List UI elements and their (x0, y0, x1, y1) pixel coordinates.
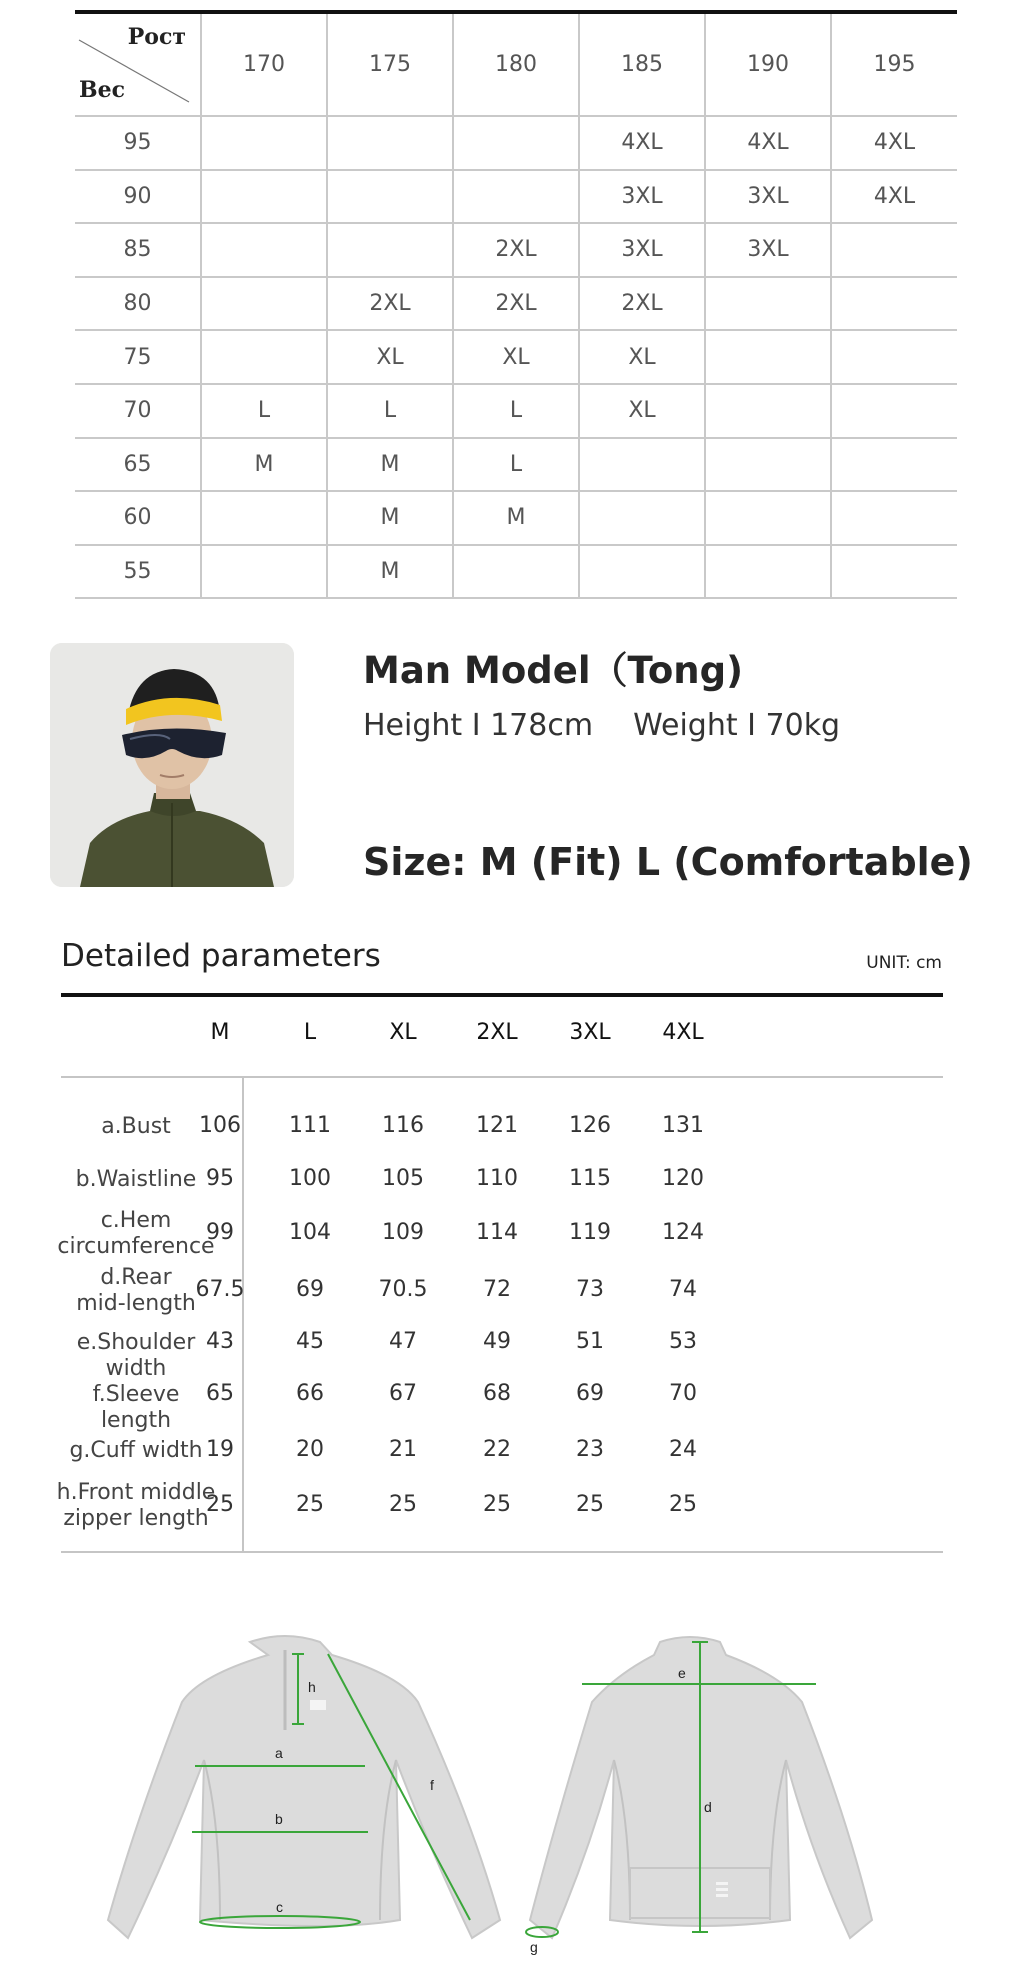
size-cell (327, 170, 453, 224)
param-value: 51 (576, 1329, 604, 1354)
param-value: 25 (206, 1492, 234, 1517)
model-photo (50, 643, 294, 887)
param-label-line: h.Front middle (56, 1480, 216, 1505)
garment-diagrams (100, 1620, 920, 1960)
params-bottom-rule (61, 1551, 943, 1553)
param-value: 72 (483, 1277, 511, 1302)
param-value: 114 (476, 1220, 518, 1245)
params-header-rule (61, 1076, 943, 1078)
diagram-label: a (275, 1745, 283, 1761)
size-cell: XL (453, 330, 579, 384)
size-cell (201, 170, 327, 224)
size-cell (705, 277, 831, 331)
size-chart-body (75, 116, 957, 598)
param-value: 70 (669, 1381, 697, 1406)
size-chart-row (75, 116, 957, 170)
size-column-header: M (210, 1020, 230, 1045)
param-value: 65 (206, 1381, 234, 1406)
height-header: 190 (705, 12, 831, 116)
size-cell: 2XL (327, 277, 453, 331)
size-cell: 4XL (579, 116, 705, 170)
diagram-label: g (530, 1939, 538, 1955)
param-label-line: b.Waistline (75, 1167, 197, 1192)
size-column-header: 2XL (476, 1020, 518, 1045)
size-cell (201, 223, 327, 277)
size-chart-row (75, 491, 957, 545)
param-label-line: e.Shoulder width (76, 1330, 196, 1381)
size-cell (201, 545, 327, 599)
param-value: 53 (669, 1329, 697, 1354)
param-label-line: zipper length (63, 1506, 209, 1531)
size-chart-row (75, 384, 957, 438)
size-cell (831, 545, 957, 599)
params-top-rule (61, 993, 943, 997)
size-cell: M (453, 491, 579, 545)
size-cell: XL (579, 330, 705, 384)
param-value: 100 (289, 1166, 331, 1191)
weight-cell: 95 (75, 116, 201, 170)
param-value: 66 (296, 1381, 324, 1406)
param-value: 121 (476, 1113, 518, 1138)
param-value: 99 (206, 1220, 234, 1245)
param-label-line: a.Bust (101, 1114, 171, 1139)
param-value: 67 (389, 1381, 417, 1406)
param-value: 119 (569, 1220, 611, 1245)
size-cell: XL (579, 384, 705, 438)
param-value: 69 (576, 1381, 604, 1406)
param-value: 111 (289, 1113, 331, 1138)
size-cell (201, 330, 327, 384)
size-cell: 3XL (705, 223, 831, 277)
size-cell (453, 170, 579, 224)
size-cell (201, 491, 327, 545)
size-cell: M (327, 491, 453, 545)
param-value: 68 (483, 1381, 511, 1406)
size-cell (831, 384, 957, 438)
size-cell (705, 545, 831, 599)
param-value: 70.5 (378, 1277, 428, 1302)
param-value: 110 (476, 1166, 518, 1191)
param-value: 124 (662, 1220, 704, 1245)
size-cell: 3XL (579, 223, 705, 277)
size-chart-row (75, 223, 957, 277)
param-label-line: mid-length (76, 1291, 196, 1316)
weight-axis-label: Вес (79, 77, 125, 103)
param-value: 104 (289, 1220, 331, 1245)
param-value: 47 (389, 1329, 417, 1354)
back-jersey-diagram (526, 1637, 872, 1955)
size-cell (831, 223, 957, 277)
weight-cell: 75 (75, 330, 201, 384)
size-cell (453, 116, 579, 170)
size-chart-header-row (75, 12, 957, 116)
param-label-line: c.Hem (100, 1208, 172, 1233)
param-label-line: f.Sleeve length (92, 1382, 180, 1433)
param-value: 21 (389, 1437, 417, 1462)
size-column-header: 3XL (569, 1020, 611, 1045)
size-cell: 4XL (831, 116, 957, 170)
param-value: 105 (382, 1166, 424, 1191)
size-cell (201, 116, 327, 170)
param-value: 45 (296, 1329, 324, 1354)
height-header: 175 (327, 12, 453, 116)
size-column-header: XL (389, 1020, 417, 1045)
params-column-divider (242, 1078, 244, 1551)
size-cell (831, 438, 957, 492)
size-cell (201, 277, 327, 331)
size-cell (705, 491, 831, 545)
param-value: 67.5 (195, 1277, 245, 1302)
weight-cell: 65 (75, 438, 201, 492)
size-cell (579, 491, 705, 545)
size-cell: 2XL (453, 277, 579, 331)
size-chart-row (75, 545, 957, 599)
size-cell (831, 277, 957, 331)
param-value: 25 (296, 1492, 324, 1517)
height-header: 170 (201, 12, 327, 116)
param-value: 24 (669, 1437, 697, 1462)
size-cell (579, 545, 705, 599)
param-value: 20 (296, 1437, 324, 1462)
size-chart-corner-cell (75, 12, 201, 116)
size-cell (327, 223, 453, 277)
param-value: 25 (669, 1492, 697, 1517)
param-value: 74 (669, 1277, 697, 1302)
weight-cell: 85 (75, 223, 201, 277)
diagram-label: f (430, 1777, 434, 1793)
size-cell: L (201, 384, 327, 438)
param-value: 95 (206, 1166, 234, 1191)
weight-cell: 80 (75, 277, 201, 331)
size-cell (705, 330, 831, 384)
param-value: 22 (483, 1437, 511, 1462)
front-jersey-diagram (108, 1636, 500, 1938)
model-measurements (363, 708, 840, 743)
param-value: 25 (576, 1492, 604, 1517)
size-cell: 4XL (831, 170, 957, 224)
param-value: 116 (382, 1113, 424, 1138)
model-illustration (50, 643, 294, 887)
param-value: 25 (483, 1492, 511, 1517)
diagram-label: b (275, 1811, 283, 1827)
diagram-label: d (704, 1799, 712, 1815)
size-cell: L (453, 384, 579, 438)
param-value: 109 (382, 1220, 424, 1245)
param-value: 23 (576, 1437, 604, 1462)
size-chart-table (75, 10, 957, 599)
height-header: 195 (831, 12, 957, 116)
param-label-line: d.Rear (100, 1265, 172, 1290)
param-value: 69 (296, 1277, 324, 1302)
size-cell: M (327, 545, 453, 599)
param-label-line: circumference (57, 1234, 215, 1259)
weight-cell: 55 (75, 545, 201, 599)
size-cell: 2XL (579, 277, 705, 331)
height-axis-label: Рост (127, 24, 186, 50)
size-cell (327, 116, 453, 170)
model-height: Height I 178cm (363, 708, 594, 743)
size-cell (453, 545, 579, 599)
size-cell: 3XL (705, 170, 831, 224)
param-value: 106 (199, 1113, 241, 1138)
param-value: 120 (662, 1166, 704, 1191)
size-cell: 3XL (579, 170, 705, 224)
params-unit: UNIT: cm (866, 953, 942, 973)
model-name: Man Model（Tong) (363, 649, 743, 692)
size-cell (579, 438, 705, 492)
size-cell: 2XL (453, 223, 579, 277)
diagram-label: h (308, 1679, 316, 1695)
size-chart-row (75, 277, 957, 331)
param-value: 25 (389, 1492, 417, 1517)
size-chart-row (75, 438, 957, 492)
model-size-recommendation: Size: M (Fit) L (Comfortable) (363, 840, 973, 884)
diagram-label: c (276, 1899, 283, 1915)
param-value: 115 (569, 1166, 611, 1191)
model-weight: Weight I 70kg (633, 708, 841, 743)
size-cell: L (327, 384, 453, 438)
param-value: 43 (206, 1329, 234, 1354)
height-header: 180 (453, 12, 579, 116)
size-cell (831, 330, 957, 384)
weight-cell: 90 (75, 170, 201, 224)
size-cell: XL (327, 330, 453, 384)
size-chart-row (75, 170, 957, 224)
params-title: Detailed parameters (61, 938, 381, 974)
weight-cell: 60 (75, 491, 201, 545)
size-cell: M (201, 438, 327, 492)
param-value: 126 (569, 1113, 611, 1138)
size-cell: 4XL (705, 116, 831, 170)
size-cell: L (453, 438, 579, 492)
size-column-header: 4XL (662, 1020, 704, 1045)
size-chart-row (75, 330, 957, 384)
param-label-line: g.Cuff width (69, 1438, 203, 1463)
size-cell: M (327, 438, 453, 492)
height-header: 185 (579, 12, 705, 116)
diagram-label: e (678, 1665, 686, 1681)
weight-cell: 70 (75, 384, 201, 438)
param-value: 49 (483, 1329, 511, 1354)
size-cell (831, 491, 957, 545)
param-value: 19 (206, 1437, 234, 1462)
size-cell (705, 384, 831, 438)
size-cell (705, 438, 831, 492)
param-value: 73 (576, 1277, 604, 1302)
size-column-header: L (303, 1020, 317, 1045)
param-value: 131 (662, 1113, 704, 1138)
